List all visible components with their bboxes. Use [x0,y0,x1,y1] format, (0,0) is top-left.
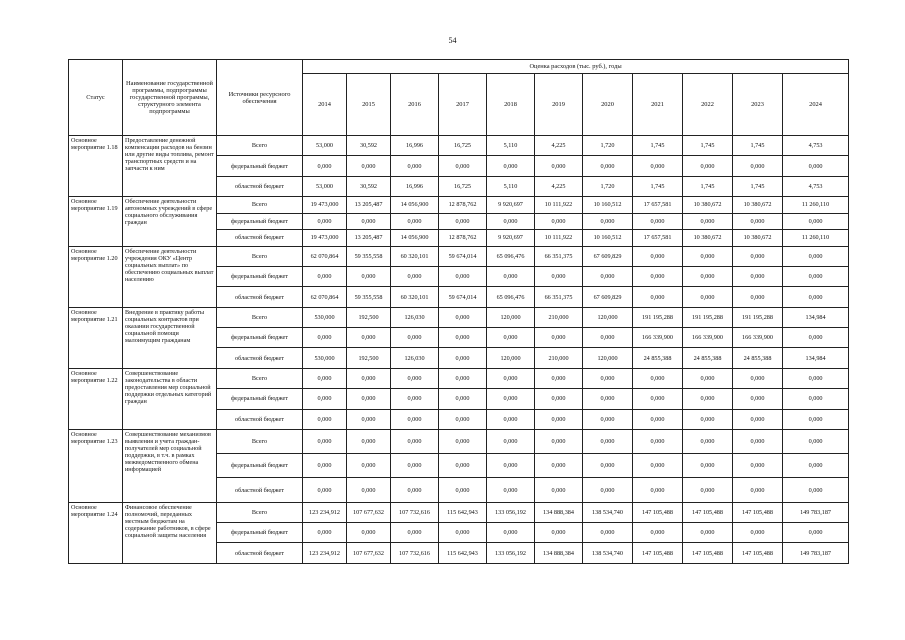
value-cell: 11 260,110 [783,197,849,214]
value-cell: 0,000 [535,389,583,409]
value-cell: 0,000 [439,478,487,502]
value-cell: 0,000 [733,156,783,176]
value-cell: 0,000 [487,368,535,388]
value-cell: 115 642,943 [439,543,487,564]
value-cell: 0,000 [783,267,849,287]
funding-source: федеральный бюджет [217,523,303,543]
expense-table [68,59,849,564]
value-cell: 9 920,697 [487,230,535,247]
value-cell: 123 234,912 [303,502,347,522]
value-cell: 60 320,101 [391,246,439,266]
value-cell: 0,000 [391,454,439,478]
value-cell: 1,745 [733,136,783,156]
value-cell: 0,000 [391,409,439,429]
value-cell: 1,745 [683,176,733,196]
row-description: Предоставление денежной компенсации расходов на бензин или другие виды топлива, ремонт транспортных средств и на запчасти к ним [123,136,217,197]
value-cell: 0,000 [683,368,733,388]
value-cell: 16,996 [391,136,439,156]
value-cell: 10 380,672 [683,197,733,214]
value-cell: 59 674,014 [439,287,487,307]
value-cell: 147 105,488 [733,543,783,564]
value-cell: 0,000 [683,267,733,287]
funding-source: федеральный бюджет [217,267,303,287]
row-description: Внедрение в практику работы социальных контрактов при оказании государственной социальной помощи малоимущим гражданам [123,307,217,368]
value-cell: 4,225 [535,176,583,196]
value-cell: 0,000 [487,523,535,543]
value-cell: 0,000 [583,267,633,287]
value-cell: 4,753 [783,136,849,156]
header-status: Статус [69,60,123,136]
value-cell: 67 609,829 [583,287,633,307]
value-cell: 0,000 [391,429,439,453]
value-cell: 0,000 [303,156,347,176]
value-cell: 0,000 [391,368,439,388]
table-row [69,307,849,327]
value-cell: 0,000 [783,429,849,453]
value-cell: 1,745 [683,136,733,156]
value-cell: 134,984 [783,307,849,327]
page-number: 54 [448,36,457,45]
value-cell: 0,000 [683,429,733,453]
value-cell: 192,500 [347,348,391,368]
funding-source: Всего [217,368,303,388]
value-cell: 0,000 [439,409,487,429]
header-sources: Источники ресурсного обеспечения [217,60,303,136]
value-cell: 10 380,672 [733,230,783,247]
value-cell: 107 677,632 [347,543,391,564]
row-status: Основное мероприятие 1.20 [69,246,123,307]
value-cell: 0,000 [391,389,439,409]
value-cell: 0,000 [633,368,683,388]
value-cell: 0,000 [439,348,487,368]
value-cell: 0,000 [733,523,783,543]
value-cell: 166 339,900 [683,328,733,348]
value-cell: 0,000 [439,368,487,388]
value-cell: 134 888,384 [535,502,583,522]
value-cell: 147 105,488 [633,502,683,522]
value-cell: 0,000 [535,454,583,478]
value-cell: 0,000 [583,389,633,409]
value-cell: 0,000 [391,213,439,230]
value-cell: 0,000 [733,213,783,230]
funding-source: областной бюджет [217,287,303,307]
value-cell: 0,000 [303,454,347,478]
value-cell: 530,000 [303,348,347,368]
value-cell: 0,000 [347,267,391,287]
value-cell: 0,000 [683,213,733,230]
value-cell: 147 105,488 [733,502,783,522]
value-cell: 0,000 [733,246,783,266]
value-cell: 0,000 [303,213,347,230]
value-cell: 210,000 [535,348,583,368]
header-year: 2017 [439,74,487,136]
value-cell: 0,000 [391,156,439,176]
value-cell: 59 355,558 [347,287,391,307]
value-cell: 0,000 [733,454,783,478]
value-cell: 10 380,672 [733,197,783,214]
value-cell: 0,000 [733,409,783,429]
value-cell: 0,000 [487,478,535,502]
value-cell: 0,000 [439,328,487,348]
value-cell: 0,000 [303,328,347,348]
value-cell: 0,000 [633,523,683,543]
value-cell: 24 855,388 [683,348,733,368]
value-cell: 10 111,922 [535,230,583,247]
value-cell: 0,000 [783,368,849,388]
value-cell: 0,000 [683,454,733,478]
header-year: 2018 [487,74,535,136]
value-cell: 0,000 [535,368,583,388]
value-cell: 107 732,616 [391,543,439,564]
value-cell: 0,000 [487,213,535,230]
value-cell: 120,000 [487,348,535,368]
value-cell: 11 260,110 [783,230,849,247]
value-cell: 147 105,488 [633,543,683,564]
value-cell: 0,000 [347,368,391,388]
value-cell: 0,000 [303,523,347,543]
value-cell: 191 195,288 [733,307,783,327]
value-cell: 147 105,488 [683,502,733,522]
value-cell: 0,000 [633,389,683,409]
value-cell: 62 070,864 [303,287,347,307]
value-cell: 0,000 [391,478,439,502]
value-cell: 0,000 [583,454,633,478]
value-cell: 166 339,900 [633,328,683,348]
value-cell: 0,000 [583,213,633,230]
value-cell: 0,000 [683,389,733,409]
value-cell: 0,000 [583,523,633,543]
value-cell: 0,000 [583,156,633,176]
value-cell: 0,000 [439,454,487,478]
value-cell: 17 657,581 [633,197,683,214]
value-cell: 133 056,192 [487,543,535,564]
row-status: Основное мероприятие 1.23 [69,429,123,502]
value-cell: 0,000 [683,523,733,543]
value-cell: 0,000 [683,478,733,502]
funding-source: Всего [217,136,303,156]
value-cell: 0,000 [487,267,535,287]
value-cell: 0,000 [535,429,583,453]
value-cell: 0,000 [535,213,583,230]
header-year: 2015 [347,74,391,136]
value-cell: 0,000 [487,409,535,429]
value-cell: 0,000 [783,523,849,543]
value-cell: 66 351,375 [535,287,583,307]
value-cell: 30,592 [347,136,391,156]
value-cell: 0,000 [583,368,633,388]
row-description: Совершенствование механизмов выявления и учета граждан-получателей мер социальной поддержки, в т.ч. в рамках межведомственного обмена информацией [123,429,217,502]
value-cell: 0,000 [783,246,849,266]
value-cell: 0,000 [347,389,391,409]
value-cell: 0,000 [633,246,683,266]
funding-source: федеральный бюджет [217,389,303,409]
value-cell: 210,000 [535,307,583,327]
value-cell: 65 096,476 [487,246,535,266]
header-estimate: Оценка расходов (тыс. руб.), годы [303,60,849,74]
value-cell: 0,000 [535,156,583,176]
value-cell: 0,000 [303,409,347,429]
value-cell: 107 732,616 [391,502,439,522]
funding-source: областной бюджет [217,348,303,368]
header-year: 2022 [683,74,733,136]
value-cell: 24 855,388 [733,348,783,368]
value-cell: 13 205,487 [347,197,391,214]
value-cell: 0,000 [683,246,733,266]
row-status: Основное мероприятие 1.21 [69,307,123,368]
row-status: Основное мероприятие 1.19 [69,197,123,247]
value-cell: 0,000 [487,156,535,176]
value-cell: 0,000 [439,213,487,230]
value-cell: 0,000 [683,409,733,429]
value-cell: 0,000 [733,429,783,453]
value-cell: 0,000 [733,368,783,388]
value-cell: 14 056,900 [391,197,439,214]
value-cell: 0,000 [439,429,487,453]
value-cell: 0,000 [633,478,683,502]
value-cell: 147 105,488 [683,543,733,564]
value-cell: 59 355,558 [347,246,391,266]
value-cell: 0,000 [633,409,683,429]
table-row [69,246,849,266]
row-description: Обеспечение деятельности учреждения ОКУ «Центр социальных выплат» по обеспечению социальных выплат населению [123,246,217,307]
value-cell: 123 234,912 [303,543,347,564]
value-cell: 0,000 [391,523,439,543]
value-cell: 0,000 [535,523,583,543]
value-cell: 133 056,192 [487,502,535,522]
value-cell: 13 205,487 [347,230,391,247]
value-cell: 0,000 [633,213,683,230]
value-cell: 530,000 [303,307,347,327]
header-year: 2016 [391,74,439,136]
row-description: Обеспечение деятельности автономных учреждений в сфере социального обслуживания граждан [123,197,217,247]
value-cell: 0,000 [487,429,535,453]
header-year: 2021 [633,74,683,136]
value-cell: 191 195,288 [633,307,683,327]
value-cell: 1,720 [583,176,633,196]
value-cell: 0,000 [347,213,391,230]
value-cell: 66 351,375 [535,246,583,266]
value-cell: 0,000 [733,267,783,287]
value-cell: 0,000 [535,478,583,502]
value-cell: 0,000 [783,287,849,307]
value-cell: 1,720 [583,136,633,156]
header-year: 2024 [783,74,849,136]
value-cell: 0,000 [683,287,733,307]
value-cell: 0,000 [347,454,391,478]
value-cell: 0,000 [633,156,683,176]
value-cell: 0,000 [391,328,439,348]
funding-source: Всего [217,307,303,327]
value-cell: 0,000 [583,328,633,348]
value-cell: 19 473,000 [303,197,347,214]
value-cell: 149 783,187 [783,543,849,564]
funding-source: Всего [217,502,303,522]
table-row [69,429,849,453]
value-cell: 53,000 [303,176,347,196]
value-cell: 0,000 [783,454,849,478]
value-cell: 115 642,943 [439,502,487,522]
value-cell: 0,000 [733,287,783,307]
value-cell: 0,000 [347,523,391,543]
value-cell: 0,000 [535,409,583,429]
value-cell: 53,000 [303,136,347,156]
value-cell: 16,996 [391,176,439,196]
value-cell: 191 195,288 [683,307,733,327]
header-year: 2014 [303,74,347,136]
value-cell: 0,000 [439,156,487,176]
value-cell: 0,000 [535,328,583,348]
value-cell: 14 056,900 [391,230,439,247]
table-row [69,502,849,522]
value-cell: 0,000 [733,389,783,409]
value-cell: 59 674,014 [439,246,487,266]
value-cell: 10 380,672 [683,230,733,247]
value-cell: 10 111,922 [535,197,583,214]
funding-source: Всего [217,246,303,266]
funding-source: областной бюджет [217,176,303,196]
value-cell: 126,030 [391,307,439,327]
value-cell: 134,984 [783,348,849,368]
value-cell: 0,000 [733,478,783,502]
value-cell: 0,000 [583,409,633,429]
value-cell: 138 534,740 [583,543,633,564]
value-cell: 0,000 [783,213,849,230]
value-cell: 0,000 [439,523,487,543]
value-cell: 0,000 [303,389,347,409]
value-cell: 0,000 [783,478,849,502]
value-cell: 0,000 [633,454,683,478]
value-cell: 4,225 [535,136,583,156]
value-cell: 5,110 [487,136,535,156]
value-cell: 0,000 [347,328,391,348]
table-row [69,368,849,388]
value-cell: 0,000 [487,454,535,478]
value-cell: 0,000 [783,409,849,429]
funding-source: федеральный бюджет [217,328,303,348]
header-year: 2023 [733,74,783,136]
value-cell: 1,745 [733,176,783,196]
value-cell: 107 677,632 [347,502,391,522]
value-cell: 0,000 [303,368,347,388]
value-cell: 166 339,900 [733,328,783,348]
value-cell: 126,030 [391,348,439,368]
value-cell: 0,000 [347,156,391,176]
value-cell: 67 609,829 [583,246,633,266]
table-row [69,136,849,156]
value-cell: 0,000 [633,429,683,453]
value-cell: 134 888,384 [535,543,583,564]
value-cell: 0,000 [535,267,583,287]
value-cell: 0,000 [487,389,535,409]
value-cell: 0,000 [583,478,633,502]
value-cell: 0,000 [783,389,849,409]
value-cell: 138 534,740 [583,502,633,522]
funding-source: областной бюджет [217,478,303,502]
header-name: Наименование государственной программы, подпрограммы государственной программы, структурного элемента подпрограммы [123,60,217,136]
value-cell: 1,745 [633,176,683,196]
value-cell: 10 160,512 [583,230,633,247]
value-cell: 149 783,187 [783,502,849,522]
value-cell: 0,000 [783,156,849,176]
row-description: Финансовое обеспечение полномочий, переданных местным бюджетам на содержание работников, в сфере социальной защиты населения [123,502,217,563]
value-cell: 0,000 [583,429,633,453]
value-cell: 0,000 [633,287,683,307]
table-row [69,197,849,214]
funding-source: федеральный бюджет [217,213,303,230]
value-cell: 65 096,476 [487,287,535,307]
value-cell: 16,725 [439,176,487,196]
value-cell: 0,000 [347,478,391,502]
row-status: Основное мероприятие 1.18 [69,136,123,197]
funding-source: областной бюджет [217,543,303,564]
value-cell: 19 473,000 [303,230,347,247]
value-cell: 12 878,762 [439,197,487,214]
header-year: 2020 [583,74,633,136]
value-cell: 5,110 [487,176,535,196]
row-description: Совершенствование законодательства в области предоставления мер социальной поддержки отдельных категорий граждан [123,368,217,429]
value-cell: 120,000 [583,348,633,368]
value-cell: 17 657,581 [633,230,683,247]
value-cell: 0,000 [439,267,487,287]
value-cell: 0,000 [487,328,535,348]
value-cell: 12 878,762 [439,230,487,247]
value-cell: 120,000 [487,307,535,327]
value-cell: 0,000 [783,328,849,348]
header-year: 2019 [535,74,583,136]
value-cell: 0,000 [391,267,439,287]
value-cell: 0,000 [439,389,487,409]
value-cell: 24 855,388 [633,348,683,368]
value-cell: 30,592 [347,176,391,196]
value-cell: 10 160,512 [583,197,633,214]
funding-source: областной бюджет [217,230,303,247]
value-cell: 0,000 [303,478,347,502]
value-cell: 0,000 [303,267,347,287]
value-cell: 0,000 [683,156,733,176]
value-cell: 9 920,697 [487,197,535,214]
value-cell: 0,000 [633,267,683,287]
funding-source: федеральный бюджет [217,454,303,478]
row-status: Основное мероприятие 1.24 [69,502,123,563]
value-cell: 120,000 [583,307,633,327]
row-status: Основное мероприятие 1.22 [69,368,123,429]
value-cell: 16,725 [439,136,487,156]
funding-source: областной бюджет [217,409,303,429]
value-cell: 0,000 [303,429,347,453]
funding-source: Всего [217,197,303,214]
value-cell: 1,745 [633,136,683,156]
funding-source: федеральный бюджет [217,156,303,176]
value-cell: 60 320,101 [391,287,439,307]
funding-source: Всего [217,429,303,453]
value-cell: 0,000 [347,429,391,453]
value-cell: 192,500 [347,307,391,327]
value-cell: 62 070,864 [303,246,347,266]
value-cell: 0,000 [439,307,487,327]
value-cell: 4,753 [783,176,849,196]
value-cell: 0,000 [347,409,391,429]
